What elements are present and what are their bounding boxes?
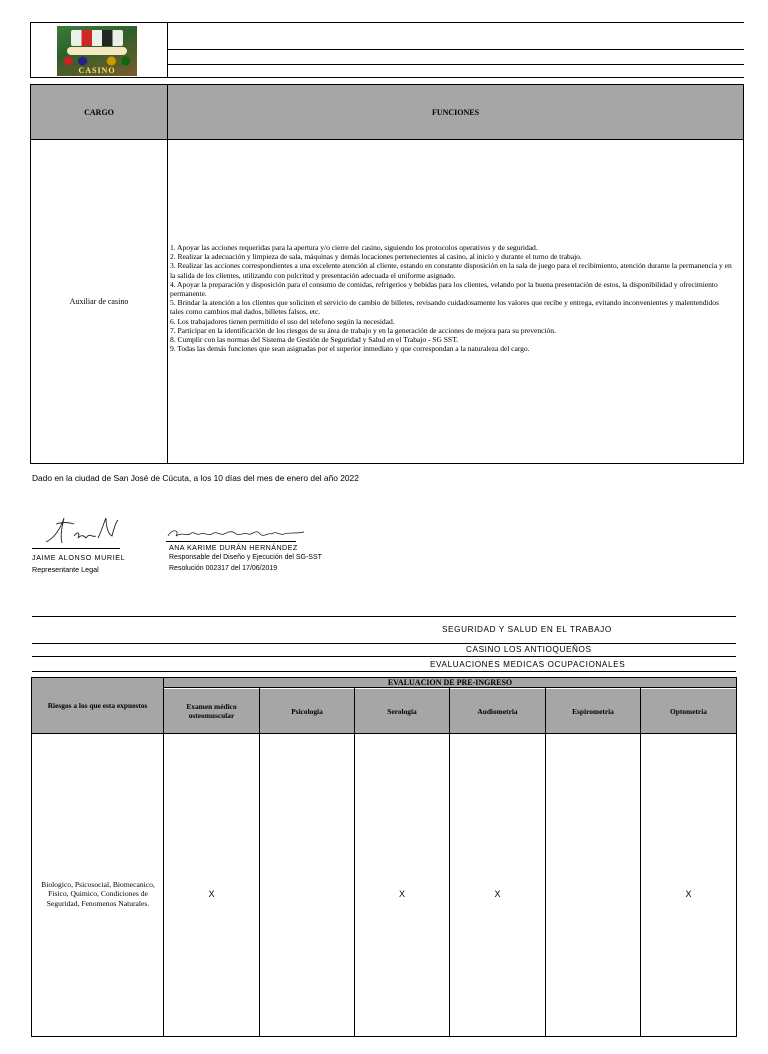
casino-logo-icon <box>57 26 137 76</box>
funciones-header <box>168 85 743 139</box>
signer-right-name: ANA KARIME DURÁN HERNÁNDEZ <box>169 543 298 552</box>
risk-header <box>32 678 163 733</box>
eval-col-header <box>164 689 259 733</box>
funciones-header-label: FUNCIONES <box>431 107 480 117</box>
second-header-title: SEGURIDAD Y SALUD EN EL TRABAJO <box>442 625 612 634</box>
eval-col-divider <box>640 688 641 1037</box>
eval-col-header <box>450 689 545 733</box>
eval-mark <box>355 884 449 904</box>
signer-right-resolution: Resolución 002317 del 17/06/2019 <box>169 565 278 572</box>
eval-mark <box>546 884 640 904</box>
eval-mark-value: X <box>494 889 501 899</box>
given-text: Dado en la ciudad de San José de Cúcuta, a los 10 días del mes de enero del año 2022 <box>32 473 359 483</box>
eval-mark <box>641 884 736 904</box>
eval-mark <box>260 884 354 904</box>
eval-col-label: Psicologia <box>291 706 323 716</box>
signature-right-line <box>166 541 296 542</box>
function-item: 7. Participar en la identificación de los riesgos de su área de trabajo y en la generación de acciones de mejora para su prevención. <box>170 325 556 335</box>
signature-right-icon <box>166 526 306 542</box>
eval-col-header <box>260 689 354 733</box>
header-divider <box>167 22 168 78</box>
eval-group-header <box>164 678 736 688</box>
eval-col-header <box>641 689 736 733</box>
eval-mark <box>450 884 545 904</box>
function-item: 4. Apoyar la preparación y disposición para el consumo de comidas, refrigerios y bebidas para los clientes, velando por la buena presentación de estos, la disponibilidad y ofrecimiento permanente. <box>170 279 718 299</box>
signer-right-role: Responsable del Diseño y Ejecución del SG-SST <box>169 554 322 561</box>
function-item: 8. Cumplir con las normas del Sistema de Gestión de Seguridad y Salud en el Trabajo - SG SST. <box>170 335 458 345</box>
eval-col-label: Audiometria <box>477 706 518 716</box>
eval-col-label: Espirometria <box>572 706 614 716</box>
function-item: 6. Los trabajadores tienen permitido el uso del telefono según la necesidad. <box>170 316 395 326</box>
second-header-line <box>32 656 736 657</box>
cargo-cell <box>31 140 167 463</box>
eval-mark-value: X <box>685 889 692 899</box>
signature-left-line <box>32 548 120 549</box>
eval-col-divider <box>545 688 546 1037</box>
cargo-header <box>31 85 167 139</box>
second-header-subtitle: EVALUACIONES MEDICAS OCUPACIONALES <box>430 660 626 669</box>
risk-value: Biologico, Psicosocial, Biomecanico, Fisico, Quimico, Condiciones de Seguridad, Fenomenos Naturales. <box>41 879 155 908</box>
signer-left-name: JAIME ALONSO MURIEL <box>32 553 126 562</box>
function-item: 9. Todas las demás funciones que sean asignadas por el superior inmediato y que correspondan a la naturaleza del cargo. <box>170 344 530 354</box>
function-item: 3. Realizar las acciones correspondientes a una excelente atención al cliente, estando en constante disposición en la sala de juego para el recibimiento, atención durante la permanencia y en la salida de los clientes, utilizando con pulcritud y presentación adecuada el uniforme asignado. <box>170 261 732 280</box>
eval-group-header-label: EVALUACION DE PRE-INGRESO <box>387 678 513 687</box>
risk-cell <box>38 734 158 1054</box>
header-row-line <box>167 49 744 50</box>
eval-col-divider <box>163 677 164 1037</box>
cargo-value: Auxiliar de casino <box>69 297 129 306</box>
functions-col-divider <box>167 84 168 464</box>
functions-cell <box>170 243 732 353</box>
second-header-line <box>32 643 736 644</box>
eval-col-label: Serologia <box>387 706 417 716</box>
eval-col-header <box>546 689 640 733</box>
header-row-line <box>167 64 744 65</box>
eval-col-label: Optometria <box>670 706 707 716</box>
function-item: 2. Realizar la adecuación y limpieza de sala, máquinas y demás locaciones pertenecientes al casino, al inicio y durante el turno de trabajo. <box>170 252 582 262</box>
function-item: 1. Apoyar las acciones requeridas para la apertura y/o cierre del casino, siguiendo los protocolos operativos y de seguridad. <box>170 243 538 252</box>
eval-col-divider <box>449 688 450 1037</box>
header-block <box>30 22 744 78</box>
eval-col-divider <box>259 688 260 1037</box>
signature-left-icon <box>40 512 120 546</box>
cargo-header-label: CARGO <box>84 107 114 117</box>
eval-col-label: Examen médico osteomuscular <box>186 702 237 720</box>
second-header-line <box>32 616 736 617</box>
logo-text: CASINO <box>78 66 116 75</box>
second-header-line <box>32 671 736 672</box>
functions-list <box>170 243 732 353</box>
signer-left-role: Representante Legal <box>32 565 99 574</box>
eval-col-header <box>355 689 449 733</box>
eval-mark-value: X <box>208 889 215 899</box>
second-header-company: CASINO LOS ANTIOQUEÑOS <box>466 645 592 654</box>
risk-header-label: Riesgos a los que esta expuestos <box>47 701 148 710</box>
eval-mark-value: X <box>398 889 405 899</box>
eval-col-divider <box>354 688 355 1037</box>
eval-mark <box>164 884 259 904</box>
function-item: 5. Brindar la atención a los clientes que soliciten el servicio de cambio de billetes, revisando cuidadosamente los valores que recibe y entrega, evitando inconvenientes y malentendidos tales como cambios mal dados, billetes falsos, etc. <box>170 298 719 317</box>
